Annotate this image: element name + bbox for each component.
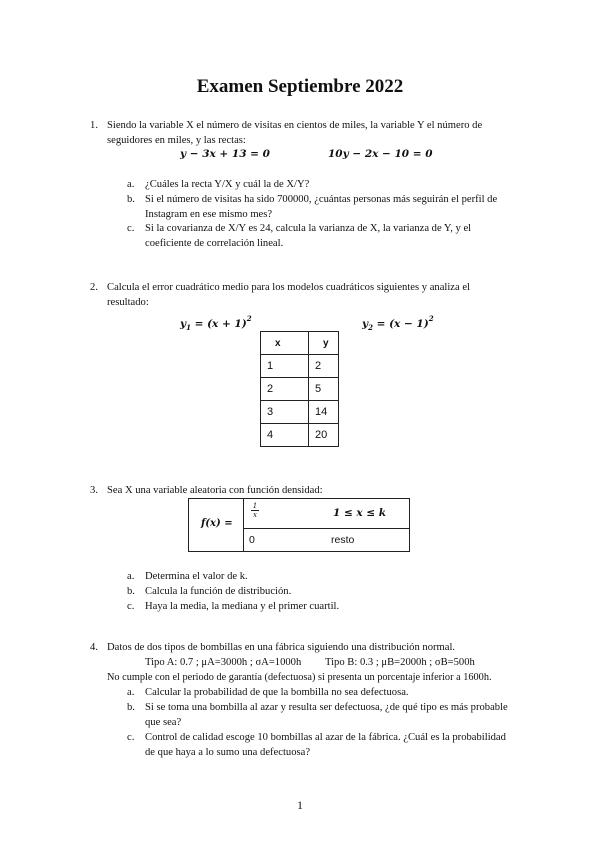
table-cell: 5 — [309, 378, 339, 401]
table-cell: 3 — [261, 401, 309, 424]
table-header-y: y — [309, 332, 339, 355]
q1b-line1: Si el número de visitas ha sido 700000, ¿cuántas personas más seguirán el perfil de — [145, 194, 498, 205]
q1a-text: ¿Cuáles la recta Y/X y cuál la de X/Y? — [145, 179, 310, 190]
table-cell: 2 — [261, 378, 309, 401]
table-row — [261, 424, 339, 447]
q4a-label: a. — [127, 687, 135, 698]
table-cell: 4 — [261, 424, 309, 447]
q4c-line1: Control de calidad escoge 10 bombillas al azar de la fábrica. ¿Cuál es la probabilidad — [145, 732, 506, 743]
q2-text-line2: resultado: — [107, 297, 149, 308]
q4a-text: Calcular la probabilidad de que la bombilla no sea defectuosa. — [145, 687, 409, 698]
table-row — [261, 378, 339, 401]
q2-model-1: $y_1 = (x + 1)^2$ — [180, 314, 252, 332]
q3c-text: Haya la media, la mediana y el primer cuartil. — [145, 601, 340, 612]
fraction-numerator: 1 — [252, 502, 258, 510]
density-vertical-divider — [243, 499, 244, 551]
density-condition: 1 ≤ x ≤ k — [333, 507, 387, 519]
q4-text-line1: Datos de dos tipos de bombillas en una fábrica siguiendo una distribución normal. — [107, 642, 456, 653]
q4c-text — [145, 730, 525, 760]
q4b-label: b. — [127, 702, 135, 713]
q2-text-line1: Calcula el error cuadrático medio para los modelos cuadráticos siguientes y analiza el — [107, 282, 470, 293]
q3b-text: Calcula la función de distribución. — [145, 586, 292, 597]
table-header-x: x — [261, 332, 309, 355]
q1b-text — [145, 192, 525, 222]
q1c-line1: Si la covarianza de X/Y es 24, calcula la varianza de X, la varianza de Y, y el — [145, 223, 472, 234]
q1c-line2: coeficiente de correlación lineal. — [145, 238, 284, 249]
q2-text — [107, 280, 527, 310]
page-number: 1 — [297, 798, 303, 812]
q4b-line2: que sea? — [145, 717, 182, 728]
q1a-label: a. — [127, 179, 135, 190]
table-row — [261, 401, 339, 424]
q1-text — [107, 118, 527, 148]
q3b-label: b. — [127, 586, 135, 597]
q1b-line2: Instagram en ese mismo mes? — [145, 209, 273, 220]
density-fx-label: f(x) = — [201, 518, 233, 529]
density-zero: 0 — [249, 534, 255, 546]
q1c-label: c. — [127, 223, 135, 234]
q3-density-box — [188, 498, 410, 552]
density-fraction — [251, 502, 259, 519]
q1c-text — [145, 221, 525, 251]
q1-text-line2: seguidores en miles, y las rectas: — [107, 135, 246, 146]
fraction-denominator: x — [253, 511, 257, 519]
q4c-label: c. — [127, 732, 135, 743]
density-resto: resto — [331, 534, 355, 546]
q3a-label: a. — [127, 571, 135, 582]
q2-data-table — [260, 331, 339, 447]
q1-text-line1: Siendo la variable X el número de visitas en cientos de miles, la variable Y el número de — [107, 120, 483, 131]
q4b-text — [145, 700, 525, 730]
q1-equation-2: 10y − 2x − 10 = 0 — [328, 148, 433, 160]
q4-text-line3: No cumple con el periodo de garantía (defectuosa) si presenta un porcentaje inferior a 1600h. — [107, 672, 492, 683]
q3c-label: c. — [127, 601, 135, 612]
q4-tipo-a: Tipo A: 0.7 ; μA=3000h ; σA=1000h — [145, 657, 302, 668]
q2-number: 2. — [90, 282, 98, 293]
q3-number: 3. — [90, 485, 98, 496]
table-cell: 14 — [309, 401, 339, 424]
q1-number: 1. — [90, 120, 98, 131]
q4-tipo-b: Tipo B: 0.3 ; μB=2000h ; σB=500h — [325, 657, 475, 668]
exam-title: Examen Septiembre 2022 — [196, 76, 404, 97]
q4b-line1: Si se toma una bombilla al azar y resulta ser defectuosa, ¿de qué tipo es más probable — [145, 702, 508, 713]
density-horizontal-divider — [243, 528, 409, 529]
table-row — [261, 355, 339, 378]
table-cell: 2 — [309, 355, 339, 378]
q4-number: 4. — [90, 642, 98, 653]
q3a-text: Determina el valor de k. — [145, 571, 248, 582]
q4c-line2: de que haya a lo sumo una defectuosa? — [145, 747, 311, 758]
table-cell: 20 — [309, 424, 339, 447]
q3-text: Sea X una variable aleatoria con función densidad: — [107, 485, 323, 496]
q2-model-2: $y_2 = (x - 1)^2$ — [362, 314, 434, 332]
q1-equation-1: y − 3x + 13 = 0 — [180, 148, 270, 160]
table-header-row — [261, 332, 339, 355]
table-cell: 1 — [261, 355, 309, 378]
q1b-label: b. — [127, 194, 135, 205]
